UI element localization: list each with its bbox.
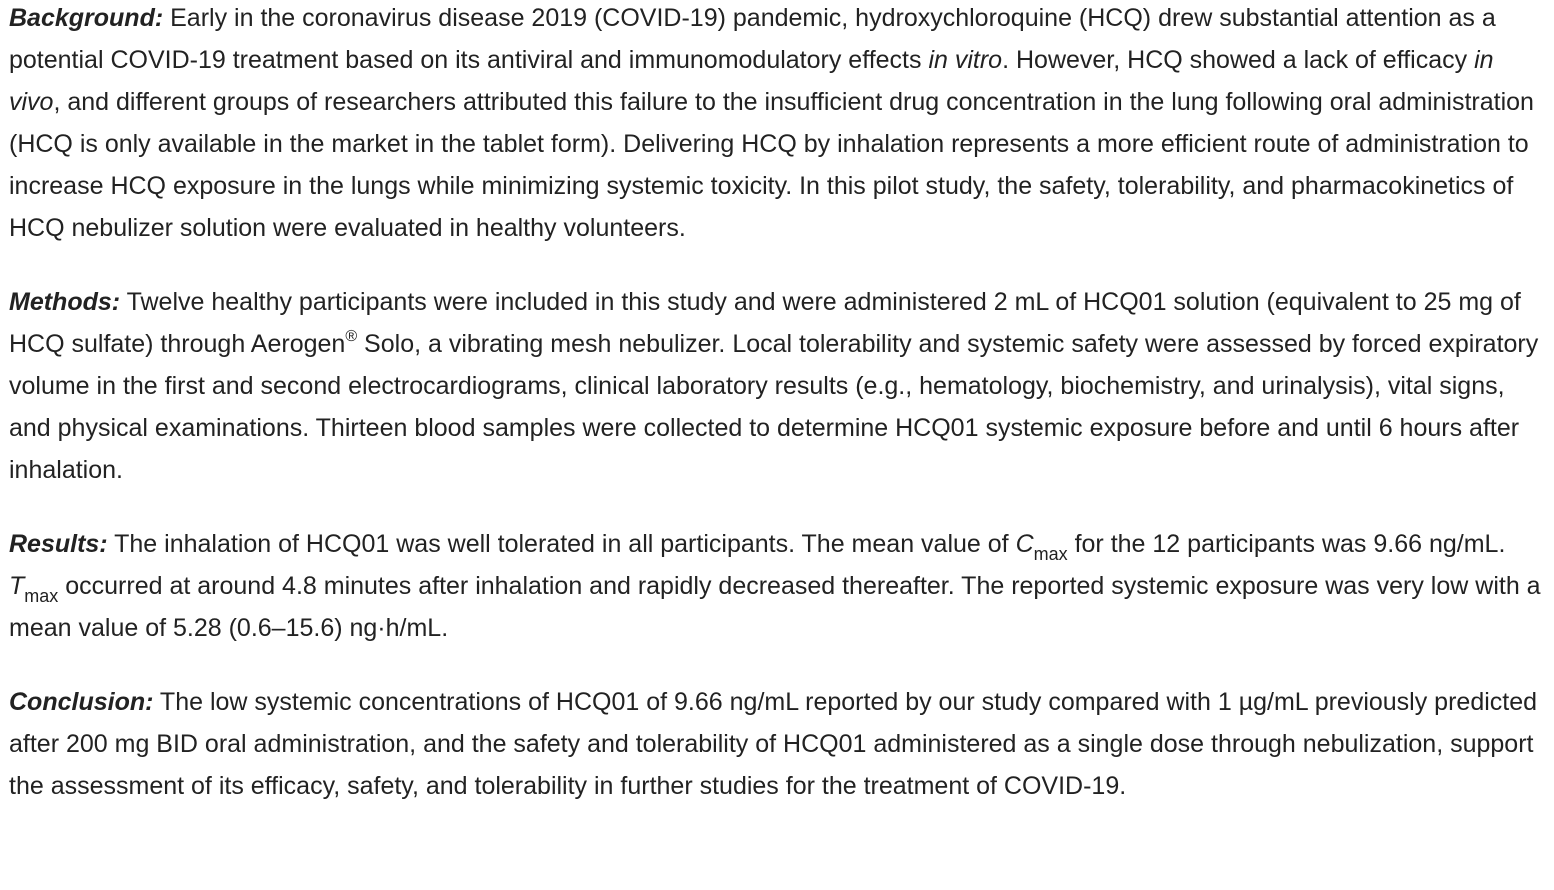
results-label: Results: [9,530,108,558]
in-vivo-term: in vivo [9,46,1494,116]
methods-text-1: Twelve healthy participants were included in this study and were administered 2 mL of HCQ01 solution (equivalent to 25 mg of HCQ sulfate) through Aerogen [9,288,1521,358]
registered-mark: ® [345,328,358,345]
background-text-2: . However, HCQ showed a lack of efficacy [1002,46,1475,74]
conclusion-text-1: The low systemic concentrations of HCQ01 of 9.66 ng/mL reported by our study compared with 1 µg/mL previously predicted after 200 mg BID oral administration, and the safety and tolerability of HCQ01 administered as a single dose through nebulization, support the assessment of its efficacy, safety, and tolerability in further studies for the treatment of COVID-19. [9,688,1538,800]
cmax-subscript: max [1033,544,1068,564]
tmax-subscript: max [24,586,59,606]
tmax-symbol: T [9,572,25,600]
methods-text-2: Solo, a vibrating mesh nebulizer. Local tolerability and systemic safety were assessed by forced expiratory volume in the first and second electrocardiograms, clinical laboratory results (e.g., hematology, biochemistry, and urinalysis), vital signs, and physical examinations. Thirteen blood samples were collected to determine HCQ01 systemic exposure before and until 6 hours after inhalation. [9,330,1539,484]
results-text-2: for the 12 participants was 9.66 ng/mL. [1067,530,1506,558]
results-text-1: The inhalation of HCQ01 was well tolerated in all participants. The mean value of [107,530,1016,558]
conclusion-paragraph [9,681,1546,807]
background-label: Background: [9,4,164,32]
results-paragraph [9,523,1546,649]
methods-label: Methods: [9,288,121,316]
results-text-3: occurred at around 4.8 minutes after inhalation and rapidly decreased thereafter. The reported systemic exposure was very low with a mean value of 5.28 (0.6–15.6) ng·h/mL. [9,572,1541,642]
in-vitro-term: in vitro [928,46,1003,74]
conclusion-label: Conclusion: [9,688,154,716]
background-text-3: , and different groups of researchers attributed this failure to the insufficient drug concentration in the lung following oral administration (HCQ is only available in the market in the tablet form). Delivering HCQ by inhalation represents a more efficient route of administration to increase HCQ exposure in the lungs while minimizing systemic toxicity. In this pilot study, the safety, tolerability, and pharmacokinetics of HCQ nebulizer solution were evaluated in healthy volunteers. [9,88,1534,242]
cmax-symbol: C [1015,530,1034,558]
background-text-1: Early in the coronavirus disease 2019 (COVID-19) pandemic, hydroxychloroquine (HCQ) drew substantial attention as a potential COVID-19 treatment based on its antiviral and immunomodulatory effects [9,4,1496,74]
methods-paragraph [9,281,1546,491]
background-paragraph [9,0,1546,249]
